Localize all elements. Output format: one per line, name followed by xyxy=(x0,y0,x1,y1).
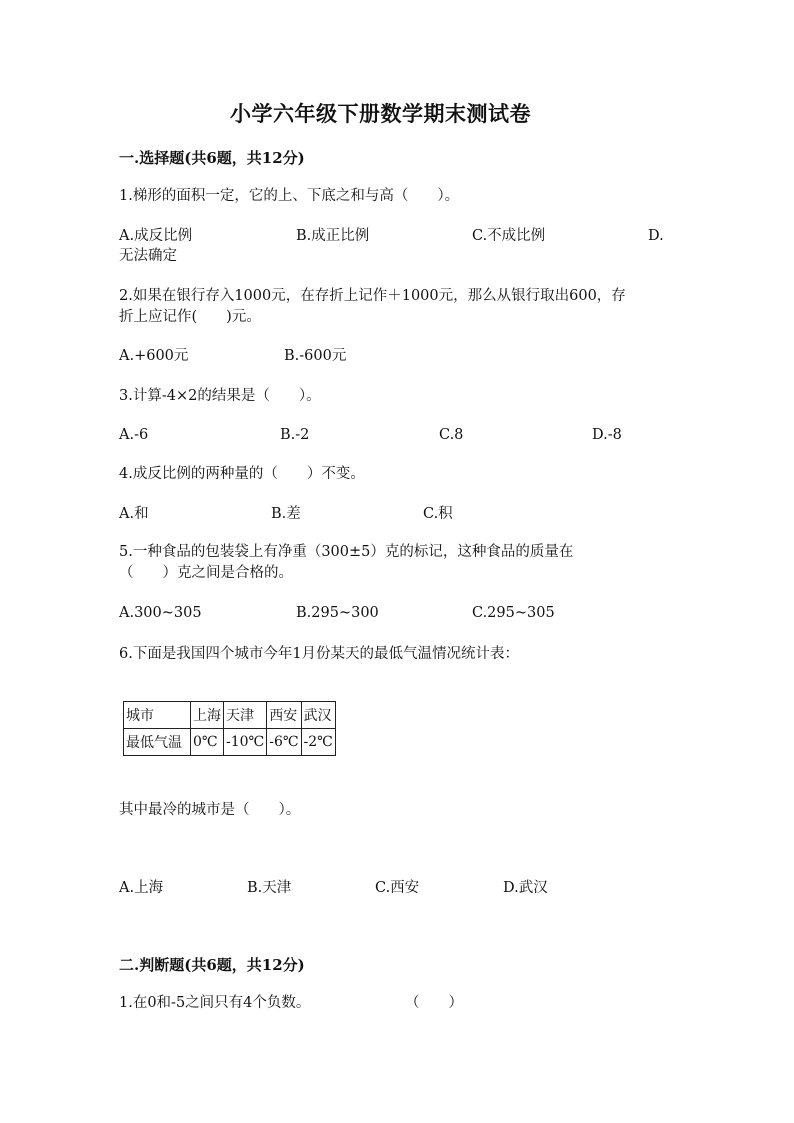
table-cell: -10℃ xyxy=(224,729,267,756)
section-heading-judgement: 二.判断题(共6题，共12分) xyxy=(119,956,305,974)
option-b: B.-600元 xyxy=(284,348,347,364)
question-text-cont: （ ）克之间是合格的。 xyxy=(119,565,293,581)
option-c: C.西安 xyxy=(375,880,420,896)
question-text: 1.在0和-5之间只有4个负数。 xyxy=(119,995,311,1011)
table-cell: -2℃ xyxy=(301,729,335,756)
question-text: 6.下面是我国四个城市今年1月份某天的最低气温情况统计表： xyxy=(119,646,520,662)
question-text: 1.梯形的面积一定，它的上、下底之和与高（ ）。 xyxy=(119,188,460,204)
question-text: 3.计算-4×2的结果是（ ）。 xyxy=(119,388,321,404)
option-b: B.差 xyxy=(271,506,301,522)
option-a: A.+600元 xyxy=(119,348,189,364)
table-row xyxy=(124,729,336,756)
question-text: 2.如果在银行存入1000元，在存折上记作＋1000元，那么从银行取出600，存 xyxy=(119,288,626,304)
option-c: C.积 xyxy=(423,506,453,522)
option-c: C.8 xyxy=(439,427,464,443)
temperature-table xyxy=(123,701,336,756)
question-text: 5.一种食品的包装袋上有净重（300±5）克的标记，这种食品的质量在 xyxy=(119,544,574,560)
option-d-text: 无法确定 xyxy=(119,248,177,264)
table-cell: -6℃ xyxy=(267,729,301,756)
option-a: A.和 xyxy=(119,506,149,522)
table-row xyxy=(124,702,336,729)
option-b: B.-2 xyxy=(280,427,310,443)
option-a: A.成反比例 xyxy=(119,228,193,244)
section-heading-choice: 一.选择题(共6题，共12分) xyxy=(119,149,305,167)
question-text-cont: 其中最冷的城市是（ ）。 xyxy=(119,802,301,818)
table-cell: 0℃ xyxy=(191,729,224,756)
answer-blank: （ ） xyxy=(405,995,463,1011)
option-d: D.武汉 xyxy=(503,880,548,896)
option-d: D.-8 xyxy=(592,427,622,443)
question-text-cont: 折上应记作( )元。 xyxy=(119,309,261,325)
table-cell: 天津 xyxy=(224,702,267,729)
option-c: C.295~305 xyxy=(472,605,555,621)
page-title: 小学六年级下册数学期末测试卷 xyxy=(230,101,531,126)
table-cell: 武汉 xyxy=(301,702,335,729)
option-b: B.天津 xyxy=(247,880,292,896)
option-c: C.不成比例 xyxy=(472,228,546,244)
option-a: A.上海 xyxy=(119,880,164,896)
option-a: A.-6 xyxy=(119,427,149,443)
option-b: B.成正比例 xyxy=(296,228,370,244)
table-cell: 上海 xyxy=(191,702,224,729)
option-b: B.295~300 xyxy=(296,605,379,621)
option-a: A.300~305 xyxy=(119,605,202,621)
question-text: 4.成反比例的两种量的（ ）不变。 xyxy=(119,466,365,482)
table-cell: 城市 xyxy=(124,702,191,729)
table-cell: 西安 xyxy=(267,702,301,729)
option-d: D. xyxy=(648,228,664,244)
table-cell: 最低气温 xyxy=(124,729,191,756)
